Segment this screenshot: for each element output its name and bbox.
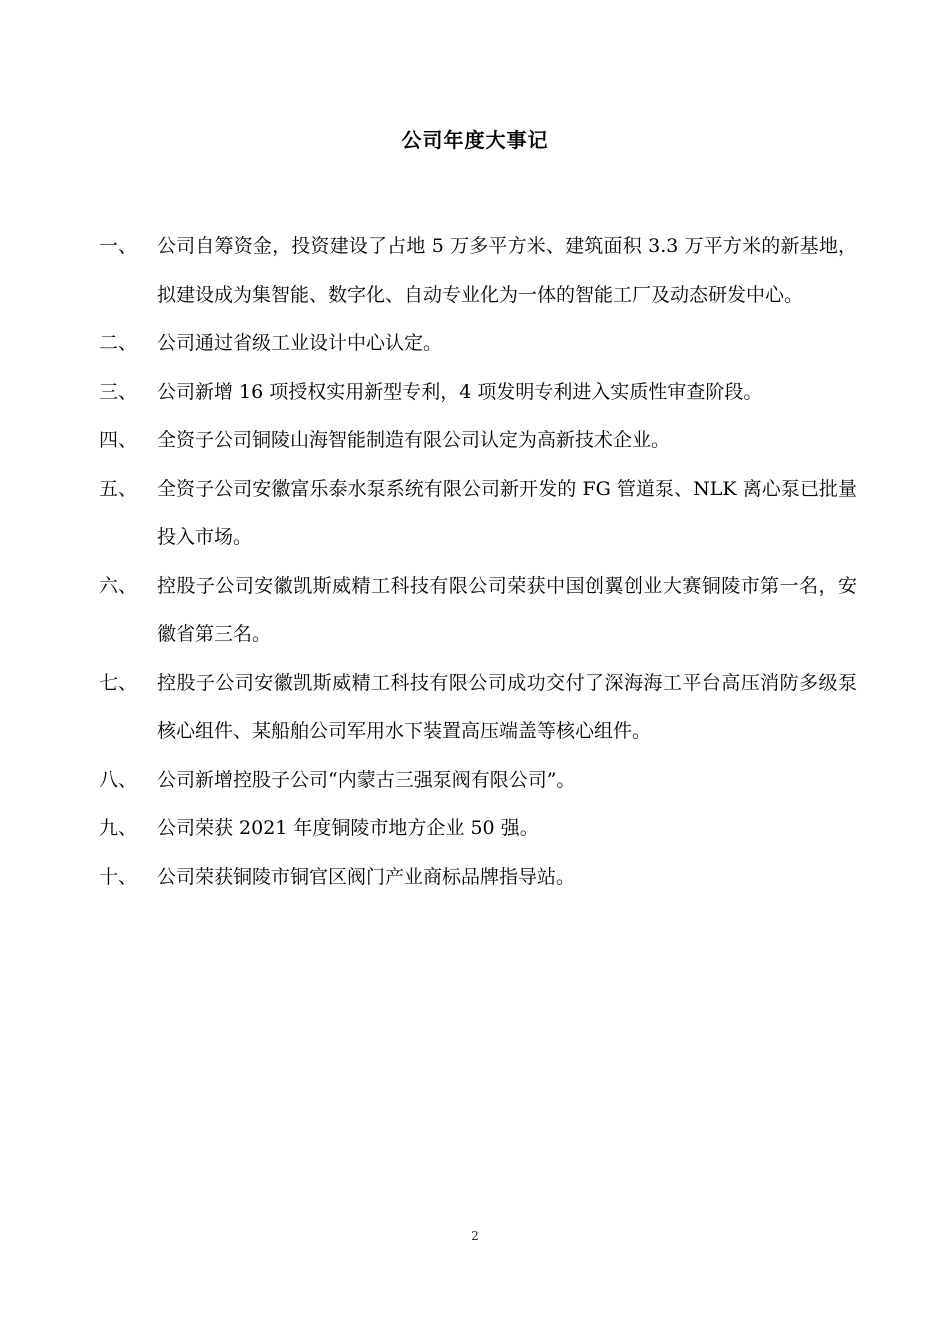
item-number: 十、 [99, 865, 138, 888]
item-text: 全资子公司铜陵山海智能制造有限公司认定为高新技术企业。 [157, 429, 671, 451]
item-text: 公司荣获 2021 年度铜陵市地方企业 50 强。 [157, 817, 539, 839]
events-list [0, 222, 950, 901]
item-number: 八、 [99, 768, 138, 791]
list-item [0, 368, 950, 417]
item-text: 公司自筹资金，投资建设了占地 5 万多平方米、建筑面积 3.3 万平方米的新基地，拟建设成为集智能、数字化、自动专业化为一体的智能工厂及动态研发中心。 [157, 235, 857, 306]
item-text: 控股子公司安徽凯斯威精工科技有限公司成功交付了深海海工平台高压消防多级泵核心组件、某船舶公司军用水下装置高压端盖等核心组件。 [157, 671, 857, 742]
list-item [0, 659, 950, 756]
item-text: 公司新增控股子公司“内蒙古三强泵阀有限公司”。 [157, 768, 576, 791]
item-text: 控股子公司安徽凯斯威精工科技有限公司荣获中国创翼创业大赛铜陵市第一名，安徽省第三名。 [157, 574, 857, 645]
item-text: 全资子公司安徽富乐泰水泵系统有限公司新开发的 FG 管道泵、NLK 离心泵已批量投入市场。 [157, 477, 857, 548]
list-item [0, 756, 950, 805]
item-number: 五、 [99, 477, 138, 500]
list-item [0, 562, 950, 659]
item-number: 二、 [99, 332, 138, 354]
item-number: 四、 [99, 429, 138, 451]
item-number: 六、 [99, 574, 138, 597]
list-item [0, 222, 950, 319]
list-item [0, 416, 950, 465]
item-number: 七、 [99, 671, 138, 694]
list-item [0, 319, 950, 368]
item-number: 三、 [99, 380, 138, 403]
page-title: 公司年度大事记 [401, 128, 549, 152]
list-item [0, 465, 950, 562]
item-number: 九、 [99, 817, 138, 839]
item-text: 公司新增 16 项授权实用新型专利，4 项发明专利进入实质性审查阶段。 [157, 380, 763, 403]
item-number: 一、 [99, 235, 138, 257]
page-number: 2 [471, 1229, 479, 1243]
item-text: 公司通过省级工业设计中心认定。 [157, 332, 443, 354]
list-item [0, 853, 950, 902]
item-text: 公司荣获铜陵市铜官区阀门产业商标品牌指导站。 [157, 865, 576, 888]
list-item [0, 804, 950, 853]
